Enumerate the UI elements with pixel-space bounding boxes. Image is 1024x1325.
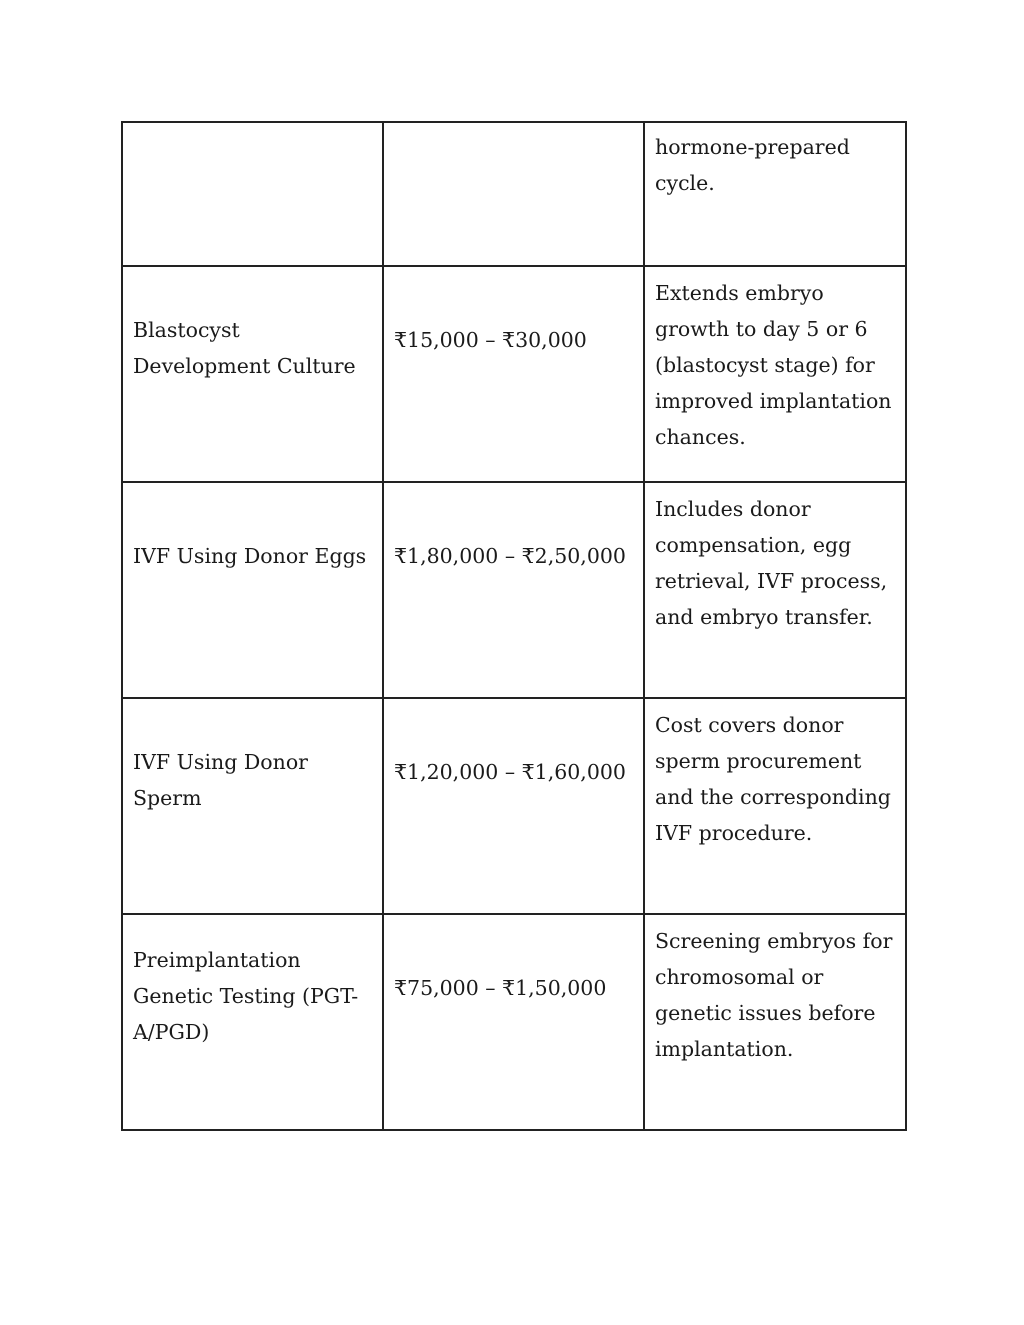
table-row <box>122 482 906 698</box>
table-row <box>122 122 906 266</box>
cost-range: ₹75,000 – ₹1,50,000 <box>394 976 607 1000</box>
description-text: hormone-prepared cycle. <box>655 135 850 195</box>
ivf-cost-table <box>121 121 907 1131</box>
treatment-cell <box>122 482 383 698</box>
cost-range: ₹1,80,000 – ₹2,50,000 <box>394 544 626 568</box>
cost-cell <box>383 482 644 698</box>
treatment-name: Preimplantation Genetic Testing (PGT-A/PGD) <box>133 948 359 1044</box>
table-row <box>122 266 906 482</box>
description-text: Cost covers donor sperm procurement and the corresponding IVF procedure. <box>655 713 891 845</box>
cost-cell <box>383 122 644 266</box>
description-text: Extends embryo growth to day 5 or 6 (blastocyst stage) for improved implantation chances. <box>655 281 892 449</box>
table-row <box>122 914 906 1130</box>
treatment-cell <box>122 266 383 482</box>
treatment-cell <box>122 122 383 266</box>
treatment-cell <box>122 914 383 1130</box>
description-cell <box>644 122 906 266</box>
description-cell <box>644 914 906 1130</box>
treatment-cell <box>122 698 383 914</box>
description-cell <box>644 482 906 698</box>
description-text: Includes donor compensation, egg retrieval, IVF process, and embryo transfer. <box>655 497 888 629</box>
description-text: Screening embryos for chromosomal or genetic issues before implantation. <box>655 929 893 1061</box>
cost-cell <box>383 914 644 1130</box>
treatment-name: IVF Using Donor Eggs <box>133 544 367 568</box>
description-cell <box>644 266 906 482</box>
cost-range: ₹1,20,000 – ₹1,60,000 <box>394 760 626 784</box>
table-row <box>122 698 906 914</box>
treatment-name: IVF Using Donor Sperm <box>133 750 308 810</box>
cost-range: ₹15,000 – ₹30,000 <box>394 328 587 352</box>
treatment-name: Blastocyst Development Culture <box>133 318 356 378</box>
cost-cell <box>383 266 644 482</box>
description-cell <box>644 698 906 914</box>
cost-cell <box>383 698 644 914</box>
